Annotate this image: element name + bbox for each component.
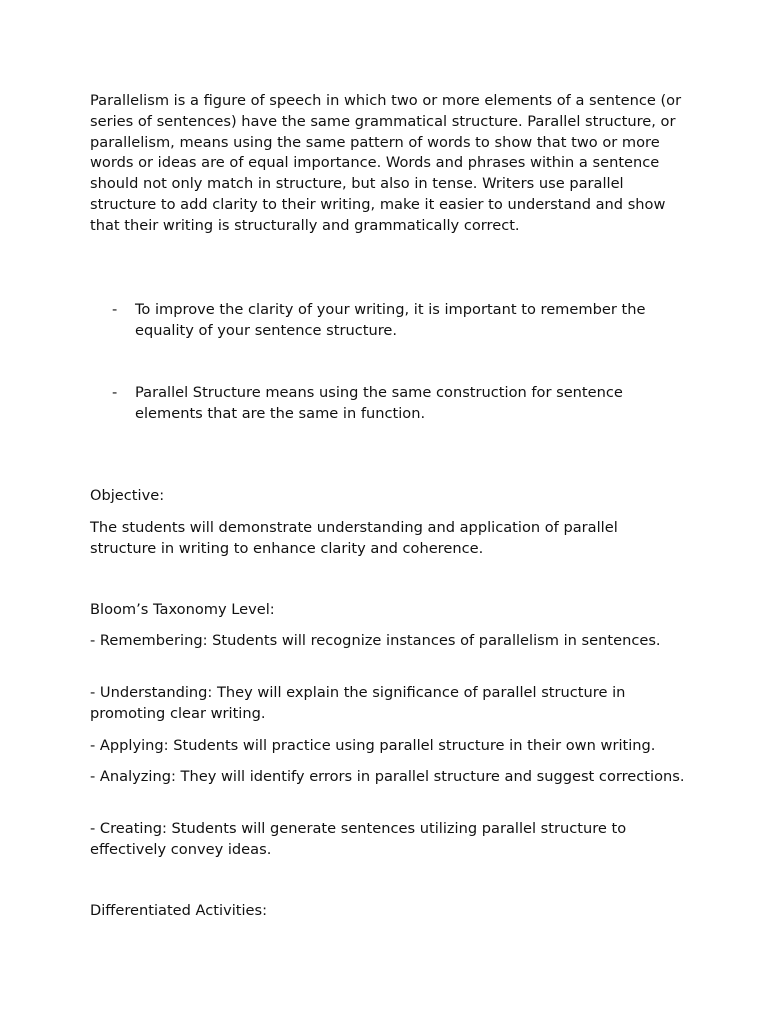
bloom-level-analyzing: - Analyzing: They will identify errors in parallel structure and suggest corrections. [90,768,685,785]
list-item [90,300,686,342]
differentiated-activities-heading: Differentiated Activities: [90,902,268,919]
bullet-dash: - [112,384,118,401]
bloom-heading: Bloom’s Taxonomy Level: [90,601,275,618]
bloom-level-applying: - Applying: Students will practice using parallel structure in their own writing. [90,737,656,754]
bloom-level-understanding: - Understanding: They will explain the significance of parallel structure in promoting clear writing. [90,684,626,722]
bullet-text: Parallel Structure means using the same construction for sentence elements that are the same in function. [135,384,623,422]
objective-text: The students will demonstrate understanding and application of parallel structure in writing to enhance clarity and coherence. [90,519,618,557]
objective-heading: Objective: [90,487,165,504]
bullet-dash: - [112,301,118,318]
intro-paragraph: Parallelism is a figure of speech in which two or more elements of a sentence (or series of sentences) have the same grammatical structure. Parallel structure, or parallelism, means using the same pattern of words to show that two or more words or ideas are of equal importance. Words and phrases within a sentence should not only match in structure, but also in tense. Writers use parallel structure to add clarity to their writing, make it easier to understand and show that their writing is structurally and grammatically correct. [90,92,682,234]
list-item [90,383,686,425]
bloom-level-creating: - Creating: Students will generate sentences utilizing parallel structure to effectively convey ideas. [90,820,627,858]
bloom-level-remembering: - Remembering: Students will recognize instances of parallelism in sentences. [90,632,661,649]
bullet-text: To improve the clarity of your writing, it is important to remember the equality of your sentence structure. [135,301,646,339]
